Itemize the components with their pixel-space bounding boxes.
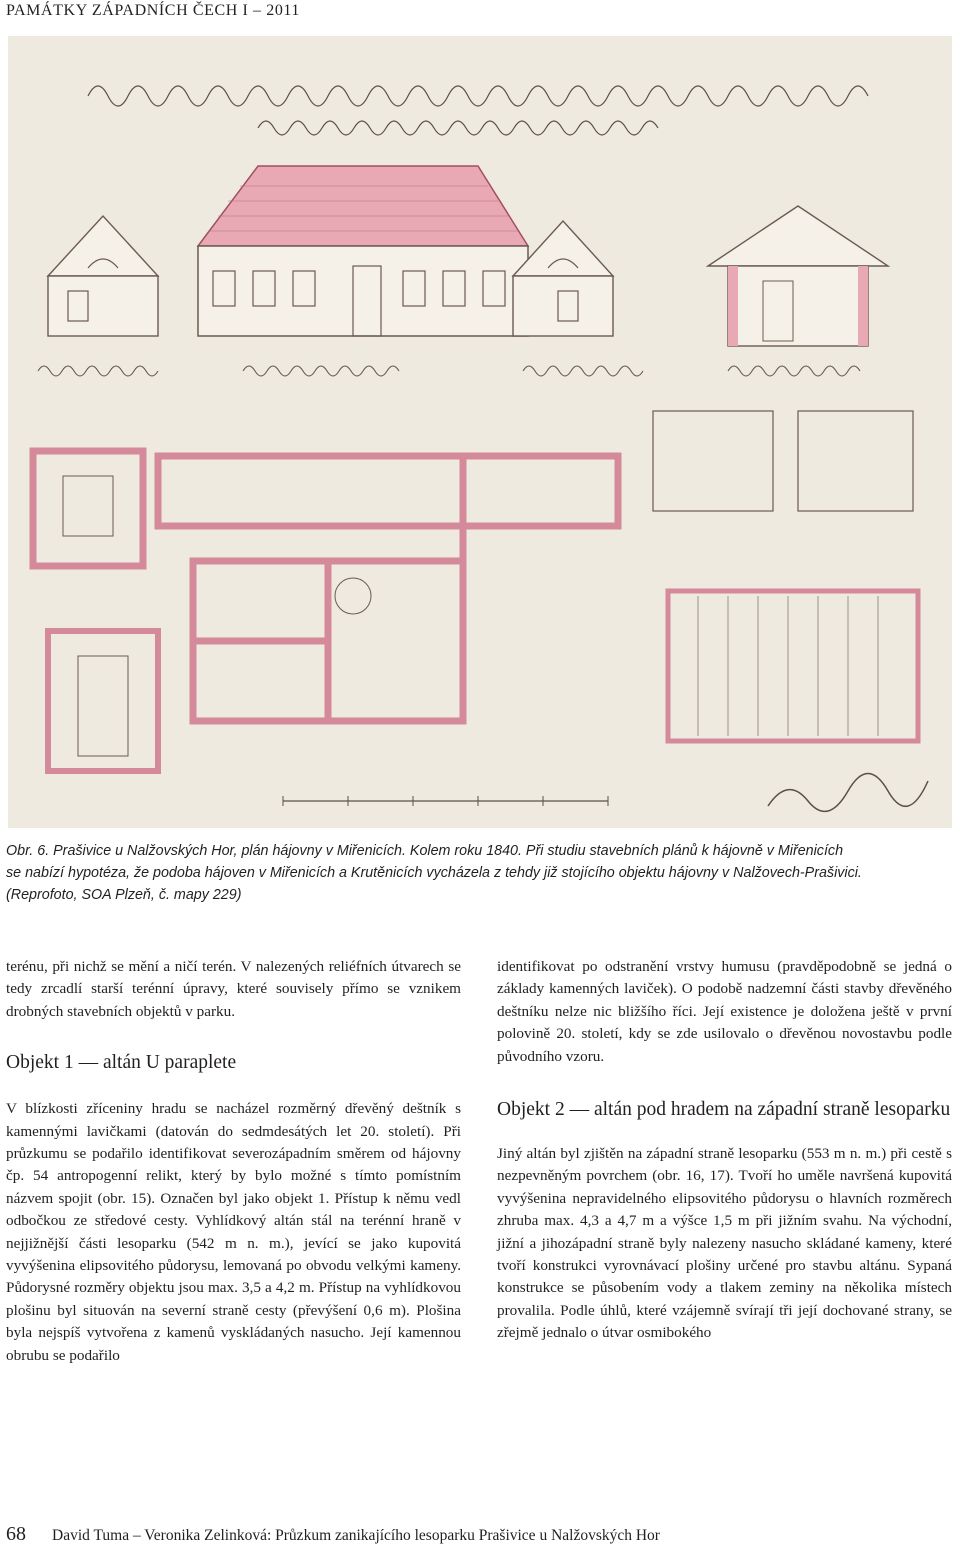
right-column <box>497 956 952 1345</box>
left-column <box>6 956 461 1367</box>
running-head: PAMÁTKY ZÁPADNÍCH ČECH I – 2011 <box>6 2 301 19</box>
caption-line-1: Obr. 6. Prašivice u Nalžovských Hor, plán hájovny v Miřenicích. Kolem roku 1840. Při studiu stavebních plánů k hájovně v Miřenicích <box>6 843 844 859</box>
architectural-plan-drawing <box>8 36 952 828</box>
heading-objekt-2: Objekt 2 — altán pod hradem na západní straně lesoparku <box>497 1099 951 1121</box>
right-paragraph-2: Jiný altán byl zjištěn na západní straně lesoparku (553 m n. m.) při cestě s nezpevněným povrchem (obr. 16, 17). Tvoří ho uměle navršená kupovitá vyvýšenina nepravidelného elipsovitého půdorysu o hlavních rozměrech zhruba max. 4,3 a 4,7 m a výšce 1,5 m při jižním svahu. Na východní, jižní a jihozápadní straně byly nalezeny nasucho skládané kameny, které tvoří konstrukci vyrovnávací plošiny určené pro stavbu altánu. Sypaná konstrukce se působením vody a tlakem zeminy na několika místech provalila. Podle úhlů, které vzájemně svírají tři její dochované strany, se zřejmě jednalo o útvar osmibokého <box>497 1145 952 1342</box>
footer-citation: David Tuma – Veronika Zelinková: Průzkum zanikajícího lesoparku Prašivice u Nalžovských Hor <box>52 1527 660 1544</box>
left-paragraph-2: V blízkosti zříceniny hradu se nacházel rozměrný dřevěný deštník s kamennými lavičkami (datován do sedmdesátých let 20. století). Při průzkumu se podařilo identifikovat severozápadním směrem od hájovny čp. 54 antropogenní relikt, který by bylo možné s tímto pomístním názvem spojit (obr. 15). Označen byl jako objekt 1. Přístup k němu vedl odbočkou ze středové cesty. Vyhlídkový altán stál na terénní hraně v nejjižnější části lesoparku (542 m n. m.), jevící se jako kupovitá vyvýšenina elipsovitého půdorysu, lemovaná po obvodu velkými kameny. Půdorysné rozměry objektu jsou max. 3,5 a 4,2 m. Přístup na vyhlídkovou plošinu byl situován na severní straně cesty (převýšení 0,6 m). Plošina byla nejspíš vytvořena z kamenů vyskládaných nasucho. Její kamennou obrubu se podařilo <box>6 1100 461 1364</box>
figure-architectural-plan <box>8 36 952 828</box>
right-paragraph-1: identifikovat po odstranění vrstvy humusu (pravděpodobně se jedná o základy kamenných laviček). O podobě nadzemní části stavby dřevěného deštníku nelze nic bližšího říci. Její existence je doložena ještě v první polovině 20. století, kdy se zde usilovalo o dřevěnou novostavbu podle původního vzoru. <box>497 958 952 1065</box>
left-paragraph-1: terénu, při nichž se mění a ničí terén. V nalezených reliéfních útvarech se tedy zrcadlí starší terénní úpravy, které souvisely přímo se vznikem drobných stavebních objektů v parku. <box>6 958 461 1020</box>
page-number: 68 <box>6 1523 26 1545</box>
caption-line-2: se nabízí hypotéza, že podoba hájoven v Miřenicích a Krutěnicích vycházela z tehdy již stojícího objektu hájovny v Nalžovech-Prašivici. <box>6 865 862 881</box>
page-footer <box>6 1523 660 1546</box>
heading-objekt-1: Objekt 1 — altán U paraplete <box>6 1052 237 1074</box>
caption-line-3: (Reprofoto, SOA Plzeň, č. mapy 229) <box>6 887 242 903</box>
figure-caption <box>6 840 950 906</box>
